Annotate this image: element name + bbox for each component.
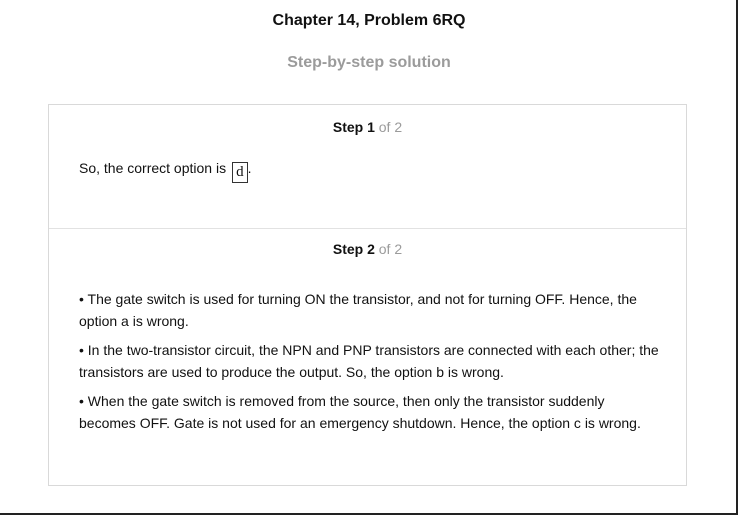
step-2-label: Step 2: [332, 241, 375, 257]
solution-card: [48, 104, 687, 486]
page-subtitle: Step-by-step solution: [287, 54, 451, 71]
step-1-section: [49, 105, 686, 229]
step-2-header: [49, 241, 686, 257]
step-1-answer: [79, 160, 251, 183]
bullet-item: • The gate switch is used for turning ON the transistor, and not for turning OFF. Hence, the option a is wrong.: [79, 291, 637, 329]
step-2-bullets: [79, 288, 659, 441]
step-1-count: of 2: [378, 119, 403, 135]
answer-box: d: [232, 162, 248, 183]
answer-suffix: .: [247, 160, 252, 176]
bullet-item: • In the two-transistor circuit, the NPN and PNP transistors are connected with each other; the transistors are used to produce the output. So, the option b is wrong.: [79, 342, 659, 380]
bullet-item: • When the gate switch is removed from the source, then only the transistor suddenly becomes OFF. Gate is not used for an emergency shutdown. Hence, the option c is wrong.: [79, 393, 641, 431]
answer-prefix: So, the correct option is: [79, 160, 227, 176]
step-1-header: [49, 119, 686, 135]
step-2-count: of 2: [378, 241, 403, 257]
step-1-label: Step 1: [332, 119, 375, 135]
page-title: Chapter 14, Problem 6RQ: [272, 12, 466, 29]
step-2-section: [49, 228, 686, 486]
